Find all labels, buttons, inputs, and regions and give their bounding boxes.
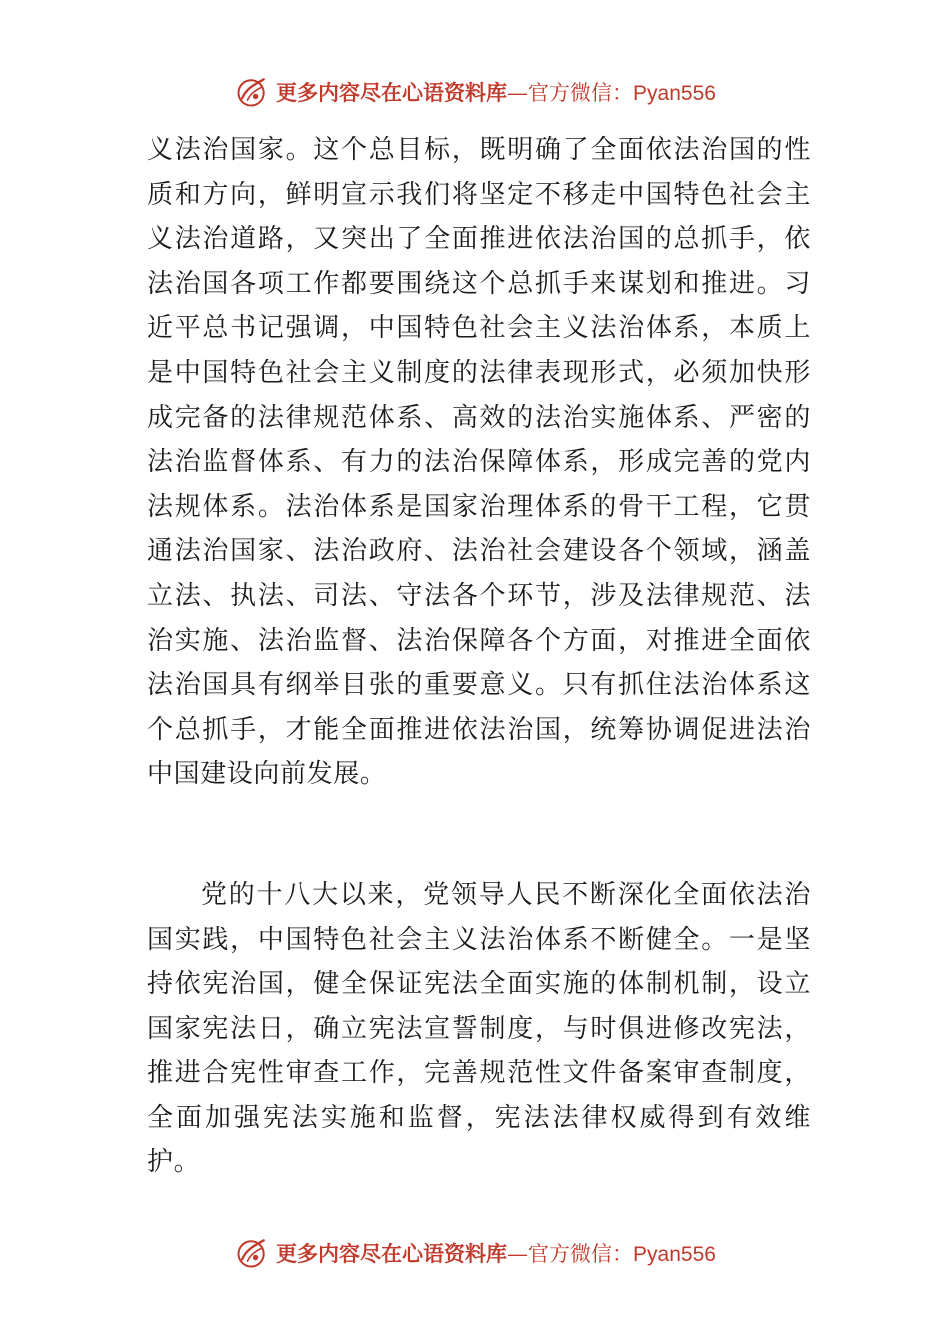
brand-logo-icon bbox=[234, 74, 270, 110]
footer-banner-dash: — bbox=[507, 1242, 529, 1266]
footer-banner bbox=[0, 1231, 950, 1275]
footer-banner-text bbox=[276, 1238, 716, 1268]
footer-banner-label: 官方微信： bbox=[528, 1242, 634, 1266]
header-banner-wechat-id: Pyan556 bbox=[633, 82, 716, 105]
footer-banner-wechat-id: Pyan556 bbox=[633, 1243, 716, 1266]
brand-logo-icon bbox=[234, 1235, 270, 1271]
paragraph-1: 义法治国家。这个总目标，既明确了全面依法治国的性质和方向，鲜明宣示我们将坚定不移走中国特色社会主义法治道路，又突出了全面推进依法治国的总抓手，依法治国各项工作都要围绕这个总抓手来谋划和推进。习近平总书记强调，中国特色社会主义法治体系，本质上是中国特色社会主义制度的法律表现形式，必须加快形成完备的法律规范体系、高效的法治实施体系、严密的法治监督体系、有力的法治保障体系，形成完善的党内法规体系。法治体系是国家治理体系的骨干工程，它贯通法治国家、法治政府、法治社会建设各个领域，涵盖立法、执法、司法、守法各个环节，涉及法律规范、法治实施、法治监督、法治保障各个方面，对推进全面依法治国具有纲举目张的重要意义。只有抓住法治体系这个总抓手，才能全面推进依法治国，统筹协调促进法治中国建设向前发展。 bbox=[147, 135, 811, 790]
header-banner bbox=[0, 70, 950, 114]
footer-banner-main: 更多内容尽在心语资料库 bbox=[276, 1241, 508, 1266]
document-body bbox=[147, 128, 811, 1185]
header-banner-dash: — bbox=[507, 81, 529, 105]
header-banner-label: 官方微信： bbox=[528, 81, 634, 105]
paragraph-gap bbox=[147, 797, 811, 873]
header-banner-text bbox=[276, 77, 716, 107]
header-banner-main: 更多内容尽在心语资料库 bbox=[276, 80, 508, 105]
paragraph-2: 党的十八大以来，党领导人民不断深化全面依法治国实践，中国特色社会主义法治体系不断健全。一是坚持依宪治国，健全保证宪法全面实施的体制机制，设立国家宪法日，确立宪法宣誓制度，与时俱进修改宪法，推进合宪性审查工作，完善规范性文件备案审查制度，全面加强宪法实施和监督，宪法法律权威得到有效维护。 bbox=[147, 879, 811, 1178]
